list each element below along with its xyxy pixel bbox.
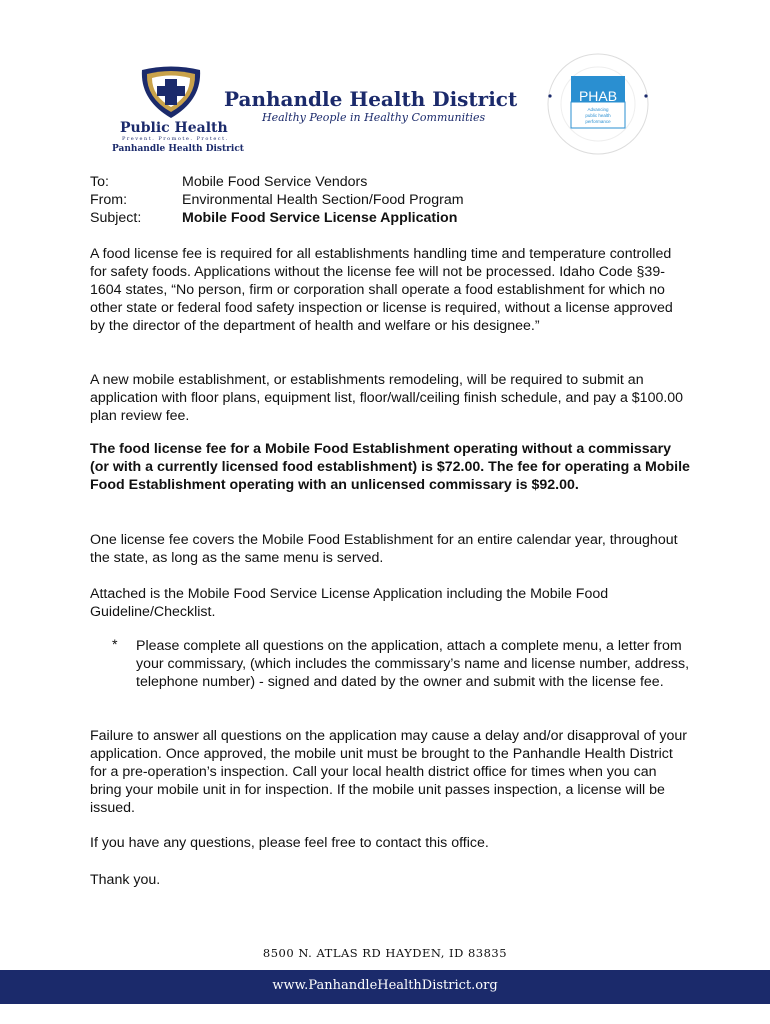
memo-to-label: To: xyxy=(90,174,109,190)
memo-subject-value: Mobile Food Service License Application xyxy=(182,210,458,226)
memo-header xyxy=(90,173,690,227)
svg-text:public health: public health xyxy=(585,113,611,118)
seal-center-label: PHAB xyxy=(578,88,618,104)
paragraph-failure-notice: Failure to answer all questions on the application may cause a delay and/or disapproval of your application. Once approved, the mobile unit must be brought to the Panhandle Health District for a pre-operation’s inspection. Call your local health district office for times when you can bring your mobile unit in for inspection. If the mobile unit passes inspection, a license will be issued. xyxy=(90,728,688,816)
paragraph-license-coverage: One license fee covers the Mobile Food Establishment for an entire calendar year, throughout the state, as long as the same menu is served. xyxy=(90,532,678,566)
footer-website-link[interactable]: www.PanhandleHealthDistrict.org xyxy=(272,978,498,993)
memo-subject-row xyxy=(90,209,690,227)
paragraph-thank-you: Thank you. xyxy=(90,872,161,888)
shield-cross-icon xyxy=(136,66,206,120)
memo-subject-label: Subject: xyxy=(90,210,142,226)
memo-to-row xyxy=(90,173,690,191)
memo-from-value: Environmental Health Section/Food Program xyxy=(182,192,464,208)
district-tagline: Healthy People in Healthy Communities xyxy=(262,111,486,124)
public-health-wordmark: Public Health xyxy=(120,120,228,136)
paragraph-license-fee: A food license fee is required for all establishments handling time and temperature controlled for safety foods. Applications without the license fee will not be processed. Idaho Code §39-1604 states, “No person, firm or corporation shall operate a food establishment for which no other state or federal food safety inspection or license is required, without a license approved by the director of the department of health and welfare or his designee.” xyxy=(90,246,673,334)
paragraph-attachment: Attached is the Mobile Food Service License Application including the Mobile Food Guideline/Checklist. xyxy=(90,586,609,620)
logo-district-name: Panhandle Health District xyxy=(112,144,244,154)
footer-address: 8500 N. ATLAS RD HAYDEN, ID 83835 xyxy=(262,946,508,960)
district-name: Panhandle Health District xyxy=(224,87,518,111)
public-health-logo xyxy=(112,66,244,156)
letterhead xyxy=(0,0,770,170)
svg-text:Advancing: Advancing xyxy=(587,107,609,112)
memo-to-value: Mobile Food Service Vendors xyxy=(182,174,368,190)
svg-text:performance: performance xyxy=(585,119,611,124)
public-health-tagline: Prevent. Promote. Protect. xyxy=(122,136,229,142)
memo-from-label: From: xyxy=(90,192,128,208)
paragraph-questions: If you have any questions, please feel free to contact this office. xyxy=(90,835,489,851)
bullet-marker: * xyxy=(112,637,118,653)
paragraph-fee-amounts: The food license fee for a Mobile Food Establishment operating without a commissary (or with a currently licensed food establishment) is $72.00. The fee for operating a Mobile Food Establishment operating with an unlicensed commissary is $92.00. xyxy=(90,441,690,493)
phab-accreditation-seal-icon xyxy=(533,52,663,162)
bullet-instructions: Please complete all questions on the application, attach a complete menu, a letter from your commissary, (which includes the commissary’s name and license number, address, telephone number) - signed and dated by the owner and submit with the license fee. xyxy=(136,638,690,690)
memo-from-row xyxy=(90,191,690,209)
paragraph-new-establishment: A new mobile establishment, or establishments remodeling, will be required to submit an application with floor plans, equipment list, floor/wall/ceiling finish schedule, and pay a $100.00 plan review fee. xyxy=(90,372,684,424)
